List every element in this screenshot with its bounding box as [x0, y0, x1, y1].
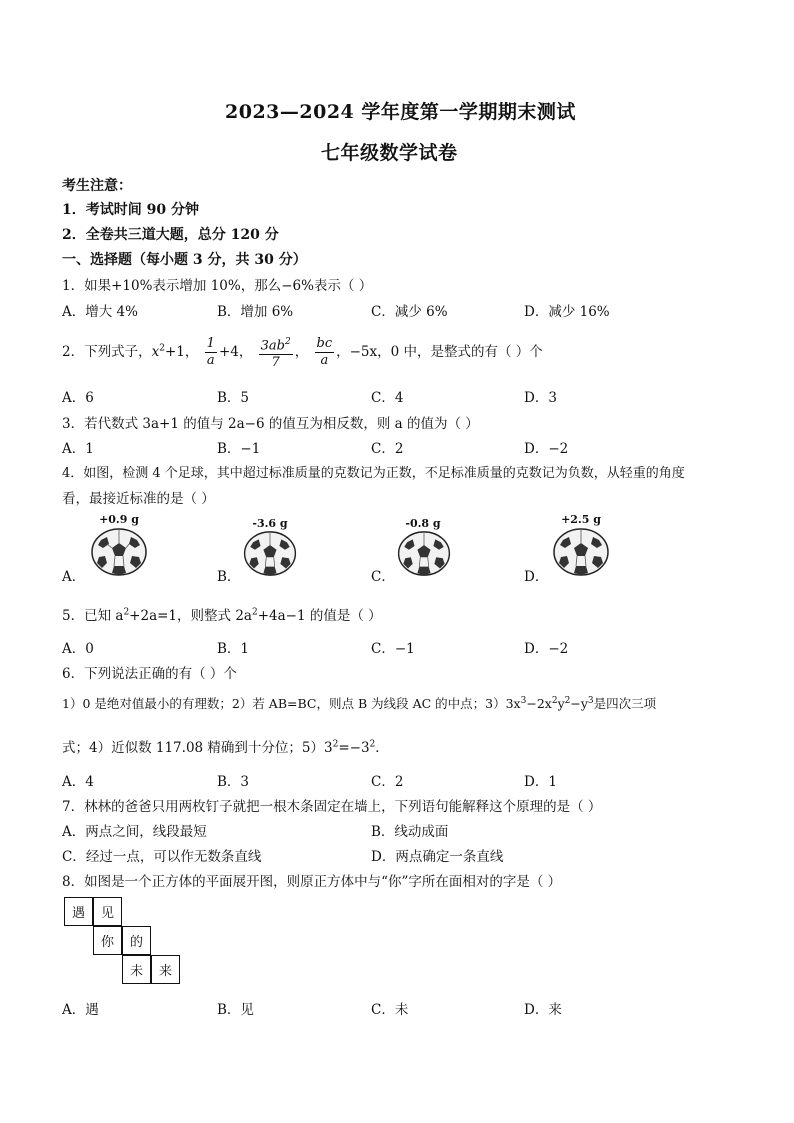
q5-option-a: A．0: [62, 641, 94, 657]
question-3-stem: 3．若代数式 3a+1 的值与 2a−6 的值互为相反数，则 a 的值为（ ）: [62, 416, 479, 432]
q7-option-d: D．两点确定一条直线: [371, 849, 504, 865]
q6-option-c: C．2: [371, 774, 404, 790]
q4-option-b: B．: [217, 569, 241, 585]
q8-option-a: A．遇: [62, 1002, 99, 1018]
q5-option-d: D．−2: [524, 641, 569, 657]
question-4-stem-line2: 看，最接近标准的是（ ）: [62, 491, 215, 507]
question-8-stem: 8．如图是一个正方体的平面展开图，则原正方体中与“你”字所在面相对的字是（ ）: [62, 874, 562, 890]
q3-option-d: D．−2: [524, 441, 569, 457]
net-cell: 遇: [64, 897, 93, 926]
q3-option-c: C．2: [371, 441, 404, 457]
ball-weight-label: +2.5 g: [561, 513, 601, 526]
q4-option-a: A．: [62, 569, 86, 585]
q3-option-b: B．−1: [217, 441, 261, 457]
q2-expr1-sup: 2: [159, 343, 165, 354]
q8-option-d: D．来: [524, 1002, 562, 1018]
notice-item: 1．考试时间 90 分钟: [62, 202, 199, 218]
q2-fraction-3: $\frac{bc}{a}$: [316, 336, 333, 369]
question-6-statements-line1: 1）0 是绝对值最小的有理数；2）若 AB=BC，则点 B 为线段 AC 的中点；$3)3x^3-2x^2y^2-y^3$是四次三项: [62, 695, 657, 711]
q2-expr1-base: x: [151, 344, 160, 361]
q8-option-b: B．见: [217, 1002, 254, 1018]
q2-fraction-1: $\frac{1}{a}$: [206, 336, 215, 369]
net-cell: 来: [151, 955, 180, 984]
notice-item: 2．全卷共三道大题，总分 120 分: [62, 227, 279, 243]
q3-option-a: A．1: [62, 441, 94, 457]
q2-fraction-1-rest: +4，: [218, 344, 253, 361]
q5-option-c: C．−1: [371, 641, 415, 657]
q2-expr1-rest: +1，: [164, 344, 199, 361]
q7-option-c: C．经过一点，可以作无数条直线: [62, 849, 262, 865]
soccer-ball-icon: [242, 530, 298, 577]
q2-option-d: D．3: [524, 390, 557, 406]
page-title: 2023—2024 学年度第一学期期末测试: [225, 101, 576, 123]
q1-option-c: C．减少 6%: [371, 304, 448, 320]
net-cell: 的: [122, 926, 151, 955]
q2-fraction-2: $\frac{3ab^2}{7}$: [259, 334, 293, 371]
ball-weight-label: +0.9 g: [99, 513, 139, 526]
q6-option-d: D．1: [524, 774, 557, 790]
q1-option-d: D．减少 16%: [524, 304, 610, 320]
q2-option-b: B．5: [217, 390, 250, 406]
q6-option-a: A．4: [62, 774, 94, 790]
q7-option-b: B．线动成面: [371, 824, 449, 840]
question-6-statements-line2: 式；4）近似数 117.08 精确到十分位；$5)3^2=-3^2$．: [62, 739, 389, 756]
q6-option-b: B．3: [217, 774, 250, 790]
page-subtitle: 七年级数学试卷: [321, 142, 458, 164]
soccer-ball-icon: [90, 527, 148, 577]
net-cell: 你: [93, 926, 122, 955]
q1-option-a: A．增大 4%: [62, 304, 138, 320]
ball-weight-label: -0.8 g: [405, 517, 441, 530]
question-1-stem: 1．如果+10%表示增加 10%，那么−6%表示（ ）: [62, 278, 373, 294]
q2-prefix: 2．下列式子，: [62, 344, 152, 361]
question-6-stem: 6．下列说法正确的有（ ）个: [62, 666, 237, 682]
soccer-ball-icon: [396, 530, 452, 577]
q2-tail: ，−5x，0 中，是整式的有（ ）个: [336, 344, 543, 361]
net-cell: 未: [122, 955, 151, 984]
question-7-stem: 7．林林的爸爸只用两枚钉子就把一根木条固定在墙上，下列语句能解释这个原理的是（ ）: [62, 799, 602, 815]
ball-weight-label: -3.6 g: [252, 517, 288, 530]
q7-option-a: A．两点之间，线段最短: [62, 824, 207, 840]
net-cell: 见: [93, 897, 122, 926]
soccer-ball-icon: [552, 527, 610, 577]
q4-option-c: C．: [371, 569, 395, 585]
q1-option-b: B．增加 6%: [217, 304, 294, 320]
section-heading: 一、选择题（每小题 3 分，共 30 分）: [62, 252, 307, 268]
q8-option-c: C．未: [371, 1002, 409, 1018]
q2-option-a: A．6: [62, 390, 94, 406]
notice-heading: 考生注意：: [62, 178, 132, 194]
q5-option-b: B．1: [217, 641, 250, 657]
question-4-stem-line1: 4．如图，检测 4 个足球，其中超过标准质量的克数记为正数，不足标准质量的克数记为负数，从轻重的角度: [62, 466, 685, 481]
q4-option-d: D．: [524, 569, 549, 585]
question-2-stem: 2．下列式子，$x^2+1$， $\frac{1}{a}$ +4， $\frac{3ab^2}{7}$ ， $\frac{bc}{a}$ ，−5x，0 中，是整式的有（ ）个: [62, 334, 543, 371]
q2-option-c: C．4: [371, 390, 404, 406]
question-5-stem: 5．已知 $a^2+2a=1$，则整式 $2a^2+4a-1$ 的值是（ ）: [62, 607, 382, 624]
